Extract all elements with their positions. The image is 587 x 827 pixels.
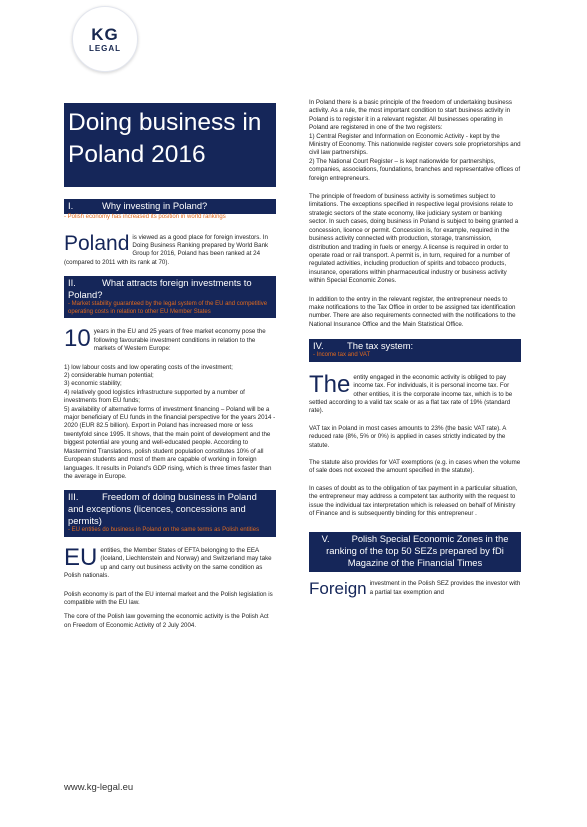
- document-title: Doing business in Poland 2016: [64, 103, 276, 187]
- section-4-title: [313, 340, 517, 352]
- logo-legal: LEGAL: [88, 43, 122, 53]
- section-3-header: [64, 490, 276, 537]
- section-4-number: IV.: [313, 340, 324, 352]
- notifications-paragraph: In addition to the entry in the relevant register, the entrepreneur needs to make notifications to the Tax Office in order to be assigned tax identification number. There are also requirements connected with the notifications to the National Insurance Office and the Main Statistical Office.: [309, 295, 516, 328]
- section-5-number: V.: [321, 533, 330, 545]
- logo-kg: KG: [91, 24, 119, 44]
- dropcap-foreign: Foreign: [309, 579, 367, 599]
- section-3-number: III.: [68, 491, 79, 503]
- section-2-intro: years in the EU and 25 years of free market economy pose the following favourable investment conditions in relation to the markets of Western Europe:: [93, 328, 266, 353]
- section-5-p1: investment in the Polish SEZ provides the investor with a partial tax exemption and: [369, 580, 521, 596]
- section-3-title-text: Freedom of doing business in Poland and exceptions (licences, concessions and permits): [68, 491, 257, 527]
- section-4-title-text: The tax system:: [347, 340, 414, 352]
- section-1-subtitle: - Polish economy has increased its position in world rankings: [64, 214, 226, 220]
- section-2-title-text: What attracts foreign investments to Poland?: [68, 277, 252, 301]
- section-4-subtitle: - Income tax and VAT: [313, 352, 371, 359]
- section-3-p1: entities, the Member States of EFTA belonging to the EEA (Iceland, Liechtenstein and Norway) and Switzerland may take up and carry out business activity on the same condition as Polish nationals.: [64, 546, 272, 580]
- section-1-title: [68, 200, 272, 212]
- dropcap-poland: Poland: [64, 231, 130, 255]
- section-2-subtitle: - Market stability guaranteed by the legal system of the EU and competitive operating costs in relation to other EU Member States: [68, 301, 268, 315]
- section-1-body: [64, 231, 276, 268]
- section-3-p3: The core of the Polish law governing the economic activity is the Polish Act on Freedom of Economic Activity of 2 July 2004.: [64, 613, 269, 629]
- section-2-header: [64, 276, 276, 318]
- section-5-body: [309, 580, 521, 597]
- dropcap-10: 10: [64, 325, 91, 353]
- section-5-header: [309, 532, 521, 572]
- section-1-title-text: Why investing in Poland?: [102, 200, 208, 211]
- section-3-body: [64, 543, 276, 581]
- footer-website[interactable]: www.kg-legal.eu: [64, 782, 134, 793]
- dropcap-the: The: [309, 370, 351, 398]
- left-column: [64, 103, 276, 636]
- section-4-p1: entity engaged in the economic activity is obliged to pay income tax. For individuals, it is personal income tax. For other entities, it is the corporate income tax, which is to be settled according to a valid tax scale or as a flat tax rate of 19% (standard rate).: [309, 373, 513, 415]
- kg-legal-logo: [72, 6, 138, 72]
- section-5-title-text: Polish Special Economic Zones in the ranking of the top 50 SEZs prepared by fDi Magazine of the Financial Times: [326, 533, 509, 569]
- section-2-number: II.: [68, 277, 76, 289]
- right-column: [309, 99, 521, 602]
- section-2-list: 1) low labour costs and low operating costs of the investment; 2) considerable human potential; 3) economic stability; 4) relatively good logistics infrastructure supported by a number of investments from EU funds; 5) availability of alternative forms of investment financing – Poland will be a major beneficiary of EU funds in the financial perspective for the years 2014 - 2020 (EUR 82.5 billion). Export in Poland has increased more or less twentyfold since 1995. It shows, that the main point of development and the biggest potential are young and well-educated people. According to Mastermind Translations, polish student population constitutes 10% of all European students and most of them are capable of working in foreign languages. It results in Poland's GDP rising, which is three times faster than the average in Europe.: [64, 363, 276, 480]
- section-3-p2: Polish economy is part of the EU internal market and the Polish legislation is compatible with the EU law.: [64, 590, 273, 606]
- section-4-p4: In cases of doubt as to the obligation of tax payment in a particular situation, the entrepreneur may address a competent tax authority with the request to issue the individual tax interpretation which is released on behalf of Ministry of Finance and is subsequently binding for this entrepreneur .: [309, 484, 518, 518]
- section-2-body: [64, 325, 276, 353]
- section-4-p3: The statute also provides for VAT exemptions (e.g. in cases when the volume of sale does not exceed the amount specified in the statute).: [309, 459, 521, 475]
- registration-paragraph: In Poland there is a basic principle of the freedom of undertaking business activity. As a rule, the most important condition to start business activity in Poland is to register it in a relevant register. All businesses operating in Poland are registered in one of the two registers: 1) Central Register and Information on Economic Activity - kept by the Ministry of Economy. This nationwide register covers sole proprietorships and civil law partnerships. 2) The National Court Register – is kept nationwide for partnerships, companies, associations, foundations, branches and representative offices of foreign entrepreneurs.: [309, 99, 521, 182]
- section-4-header: [309, 339, 521, 362]
- section-2-title: [68, 277, 272, 301]
- section-1-header: [64, 199, 276, 214]
- section-4-body: [309, 370, 521, 416]
- dropcap-eu: EU: [64, 543, 98, 571]
- section-5-title: [313, 533, 517, 569]
- section-1-number: I.: [68, 200, 74, 211]
- section-4-p2: VAT tax in Poland in most cases amounts to 23% (the basic VAT rate). A reduced rate (8%, 5% or 0%) is applied in cases strictly indicated by the statute.: [309, 424, 507, 449]
- section-3-subtitle: - EU entities do business in Poland on the same terms as Polish entities: [68, 527, 260, 534]
- section-1-text: is viewed as a good place for foreign investors. In Doing Business Ranking prepared by World Bank Group for 2016, Poland has been ranked at 24 (compared to 2011 with its rank at 70).: [64, 233, 269, 266]
- limitations-paragraph: The principle of freedom of business activity is sometimes subject to limitations. The exceptions specified in respective legal provisions relate to strategic sectors of the state economy, like judiciary system or banking sector. In such cases, doing business in Poland is subject to being granted a concession, licence or permit. Concession is, for example, required in the business activity connected with production, storage, transmission, distribution and trading in fuels or energy. A license is required in order to operate road or rail transport. A permit is, in turn, required for a number of regulated activities, including production of spirits and tobacco products, insurance, operations within pharmaceutical industry or business activity within Special Economic Zones.: [309, 193, 519, 285]
- section-3-title: [68, 491, 272, 527]
